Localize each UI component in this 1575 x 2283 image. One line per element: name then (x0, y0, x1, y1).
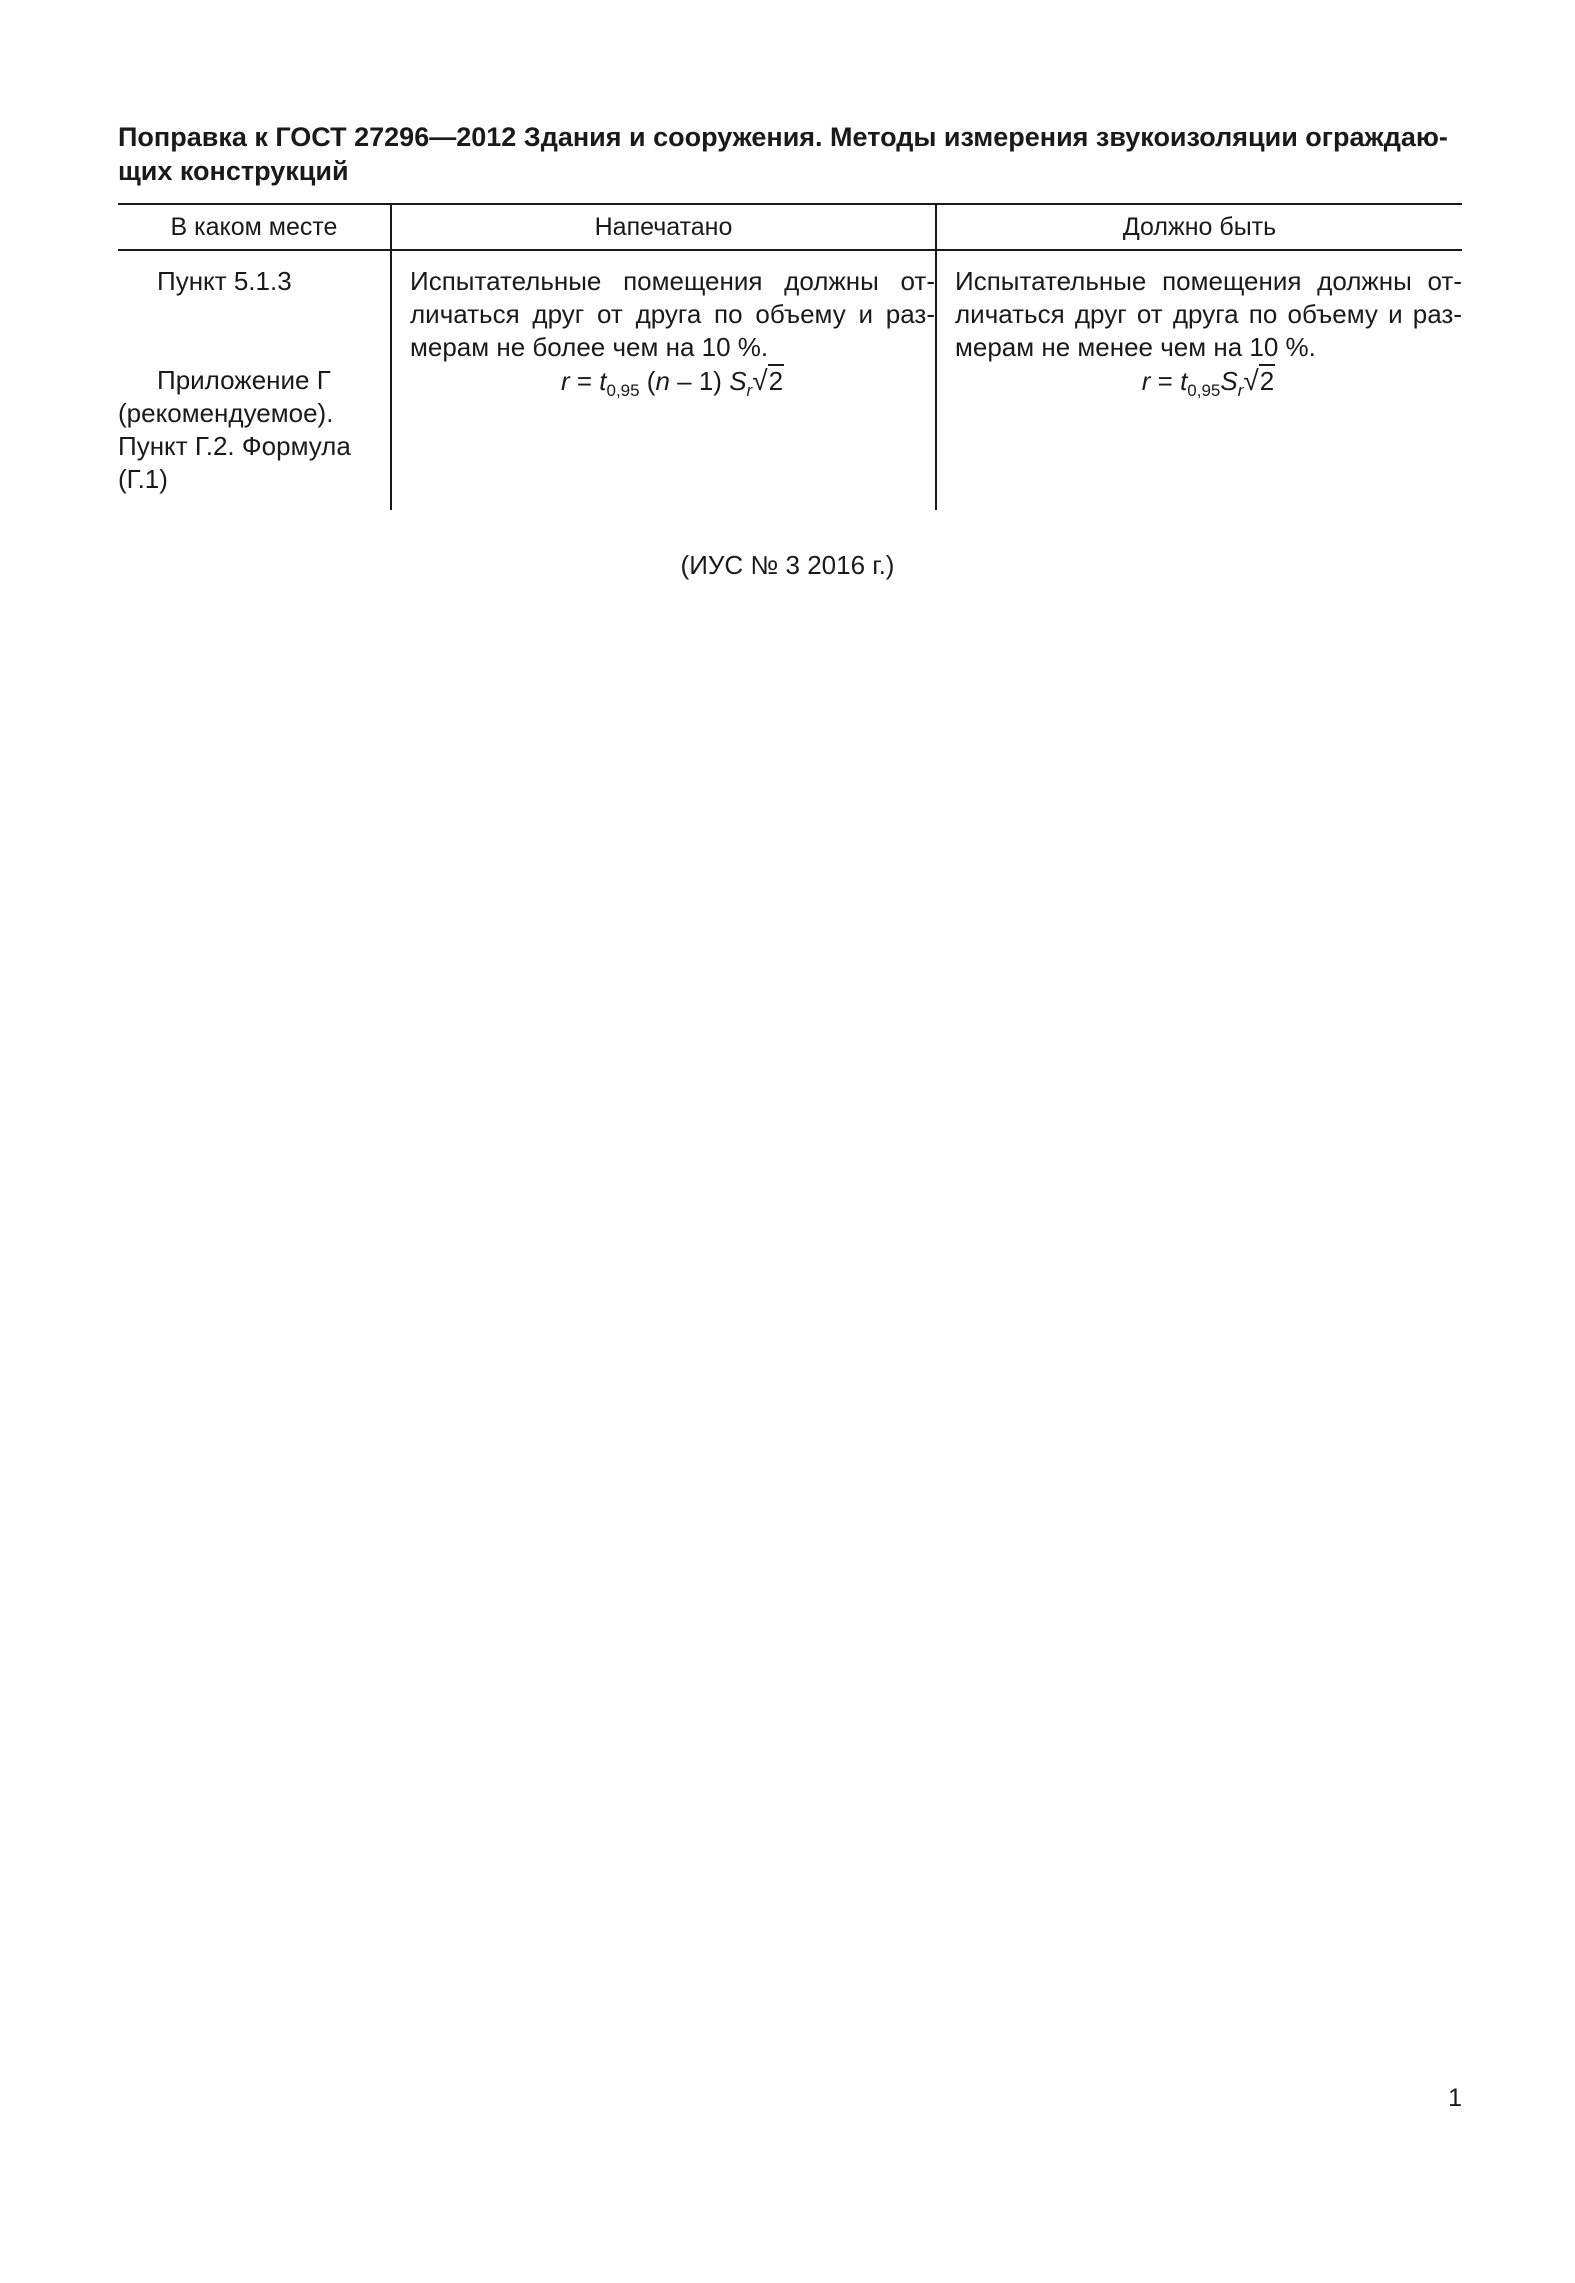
formula-sub-s: r (1237, 381, 1244, 400)
printed-cell (391, 250, 936, 510)
formula-var-s: S (729, 366, 747, 396)
formula-paren: ( (639, 366, 656, 396)
formula-sub-t: 0,95 (606, 381, 640, 400)
header-corrected: Должно быть (936, 204, 1462, 250)
formula-var-r: r (1141, 366, 1151, 396)
formula-var-t: t (599, 366, 607, 396)
page-number: 1 (1448, 2084, 1462, 2112)
table-row (118, 250, 1462, 510)
formula-var-s: S (1220, 366, 1238, 396)
sqrt-icon: √2 (1243, 365, 1275, 396)
header-location: В каком месте (118, 204, 391, 250)
formula-eq: = (569, 366, 600, 396)
corrected-formula (955, 364, 1462, 398)
formula-sub-s: r (746, 381, 753, 400)
printed-text: Испытательные помещения должны от-личаться друг от друга по объему и раз-мерам не более чем на 10 %. (410, 266, 935, 362)
location-cell (118, 250, 391, 510)
formula-sqrt-arg: 2 (768, 366, 784, 396)
corrected-text: Испытательные помещения должны от-личаться друг от друга по объему и раз-мерам не менее чем на 10 %. (955, 266, 1462, 362)
document-title: Поправка к ГОСТ 27296—2012 Здания и сооружения. Методы измерения звукоизоляции ограждаю-щих конструкций (118, 122, 1448, 186)
formula-var-t: t (1180, 366, 1188, 396)
formula-minus-one: – 1) (669, 366, 730, 396)
sqrt-icon: √2 (752, 365, 784, 396)
formula-sqrt-arg: 2 (1259, 366, 1275, 396)
formula-var-r: r (560, 366, 570, 396)
amendment-table (118, 203, 1462, 510)
formula-sub-t: 0,95 (1187, 381, 1221, 400)
formula-var-n: n (655, 366, 670, 396)
corrected-cell (936, 250, 1462, 510)
header-printed: Напечатано (391, 204, 936, 250)
table-header-row (118, 204, 1462, 250)
formula-eq: = (1150, 366, 1181, 396)
source-reference: (ИУС № 3 2016 г.) (680, 550, 895, 580)
location-item-2: Приложение Г (рекомендуемое). Пункт Г.2. Формула (Г.1) (118, 365, 351, 494)
location-item-1: Пункт 5.1.3 (157, 266, 292, 296)
printed-formula (410, 364, 935, 398)
